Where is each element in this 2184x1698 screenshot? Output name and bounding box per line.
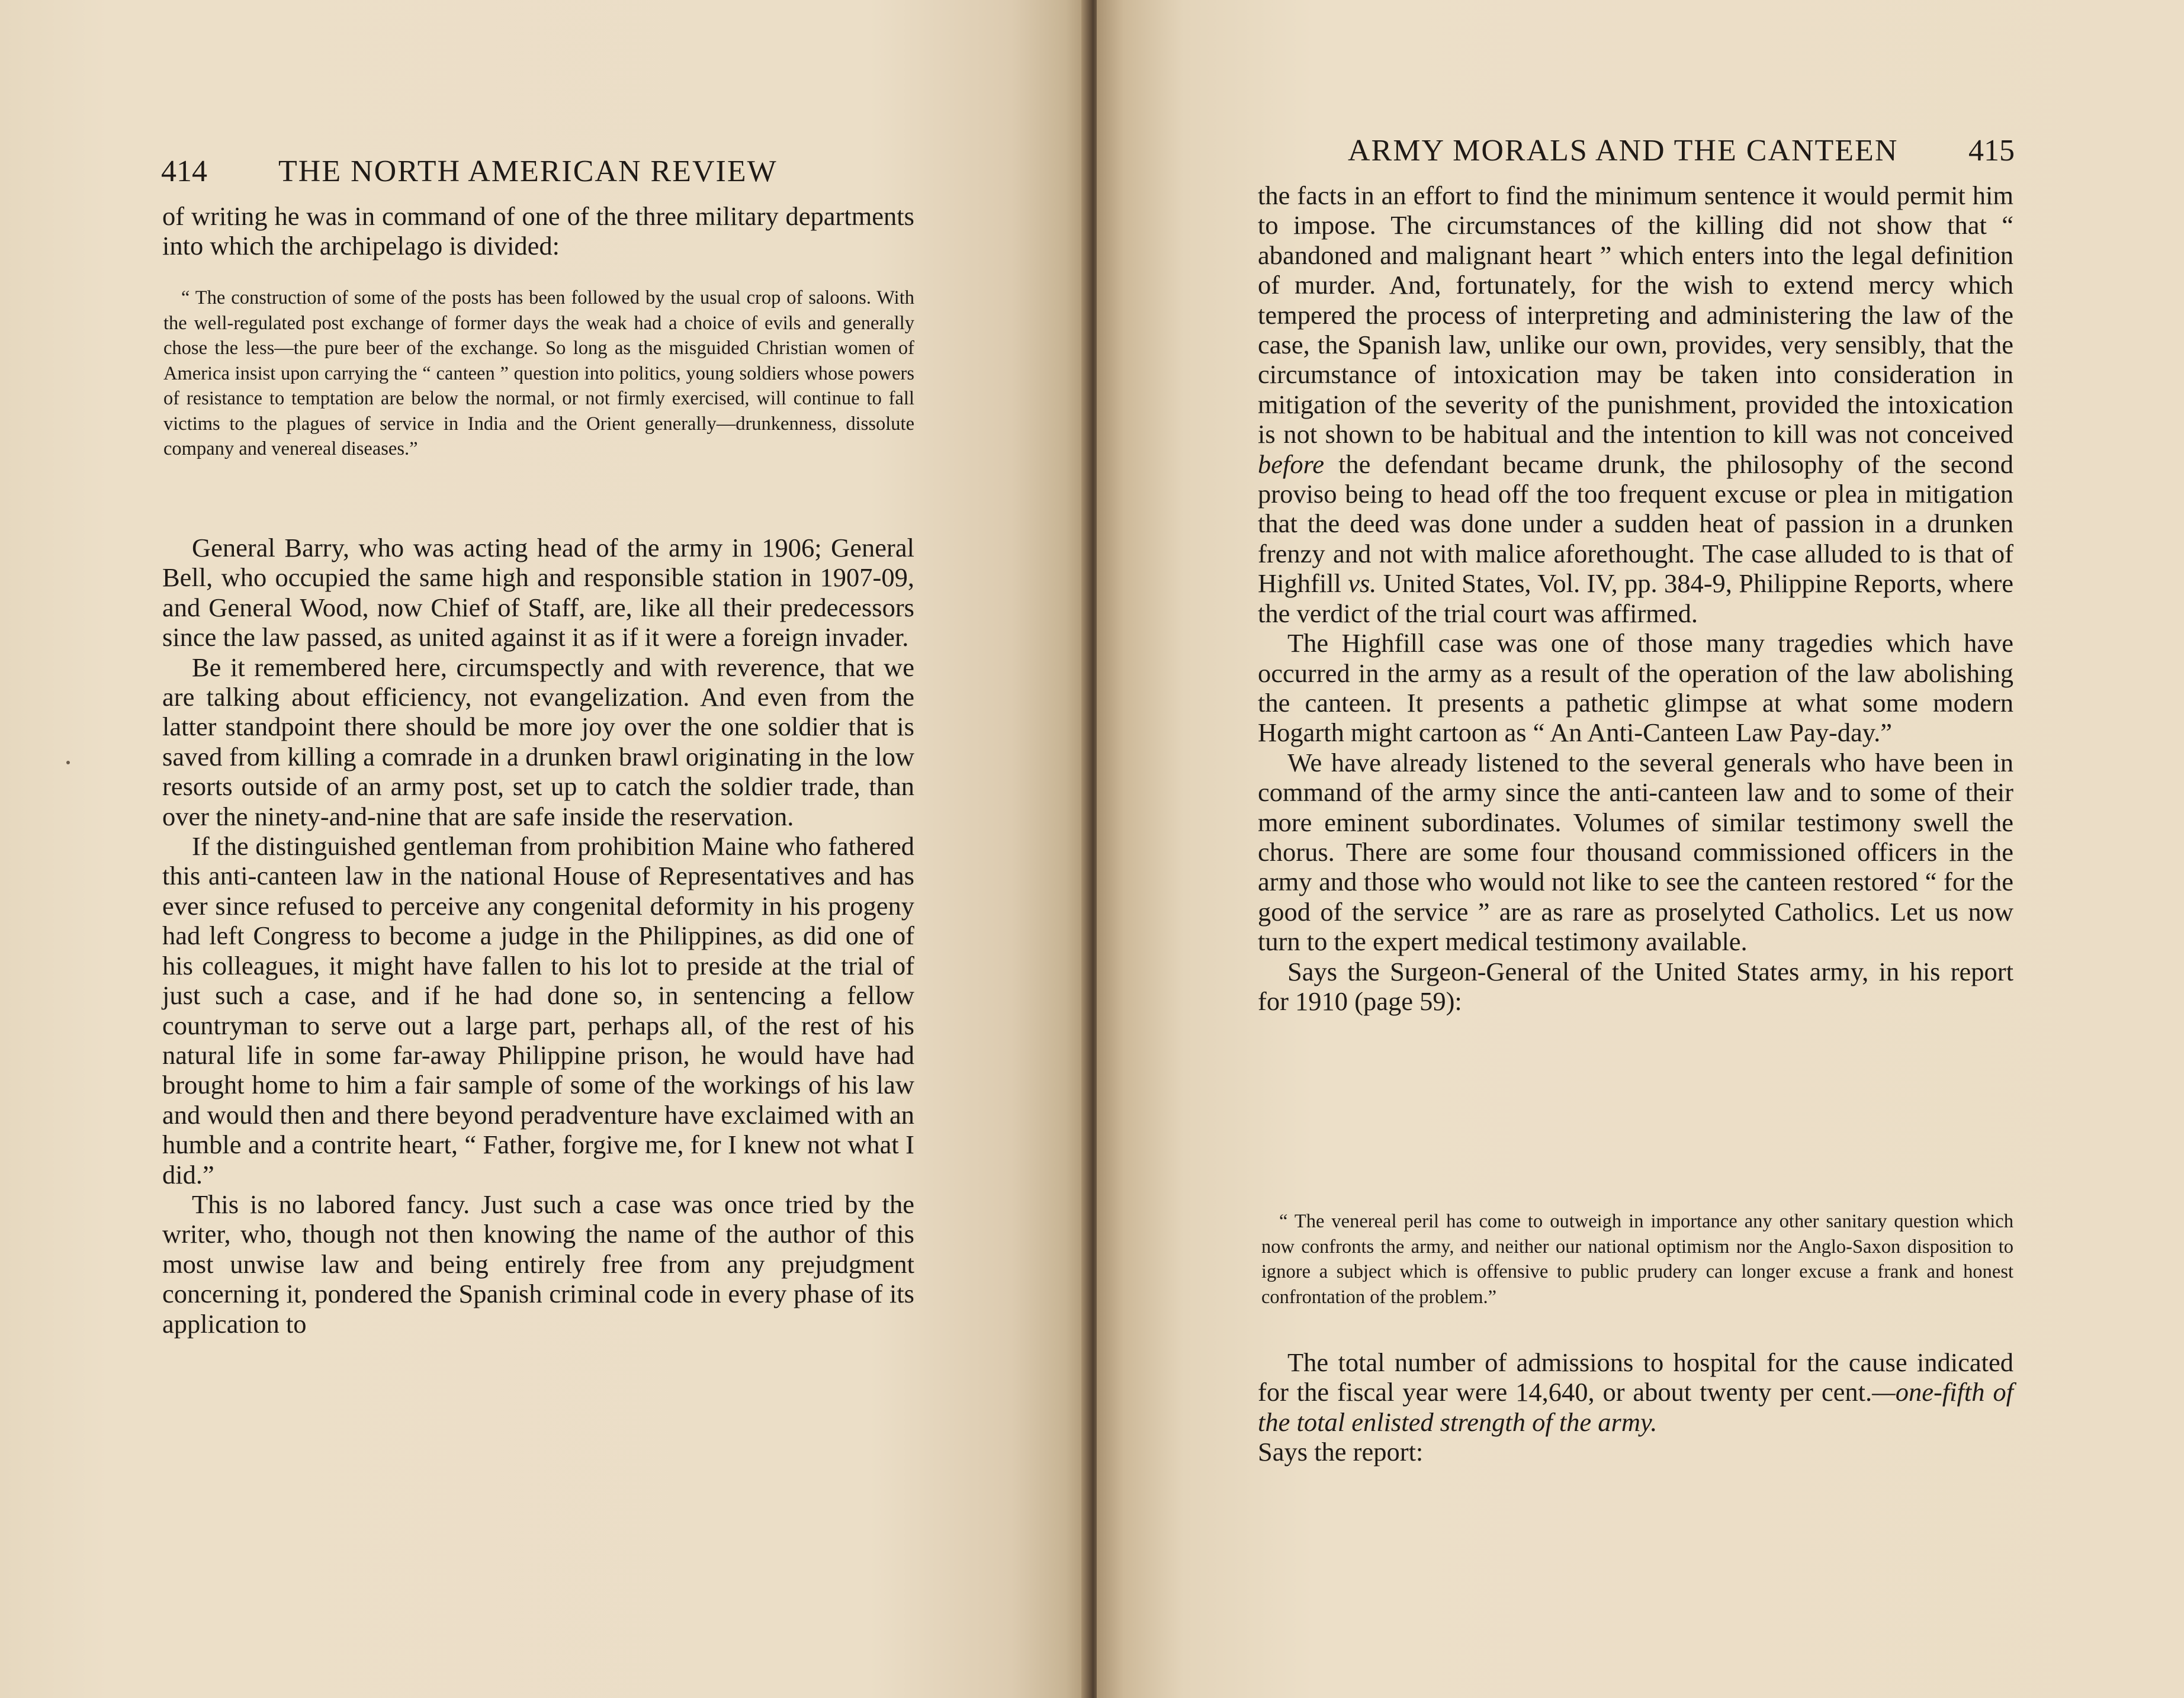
left-body: [162, 533, 914, 1339]
right-page: [1097, 0, 2184, 1698]
paragraph: Says the report:: [1258, 1437, 1424, 1467]
paper-speck: [66, 761, 70, 764]
text-run: the facts in an effort to find the minimum sentence it would permit him to impose. The circumstances of the killing did not show that “ abandoned and malignant heart ” which enters into the legal definition of murder. And, fortunately, for the wish to extend mercy which tempered the process of interpreting and administering the law of the case, the Spanish law, unlike our own, provides, very sensibly, that the circumstance of intoxication may be taken into consideration in mitigation of the severity of the punishment, provided the intoxication is not shown to be habitual and the intention to kill was not conceived: [1258, 181, 2013, 449]
right-body-end: [1258, 1348, 2013, 1467]
paragraph: General Barry, who was acting head of the army in 1906; General Bell, who occupied the same high and responsible station in 1907-09, and General Wood, now Chief of Staff, are, like all their predecessors since the law passed, as united against it as if it were a foreign invader.: [162, 533, 914, 652]
paragraph: The Highfill case was one of those many tragedies which have occurred in the army as a result of the operation of the law abolishing the canteen. It presents a pathetic glimpse at what some modern Hogarth might cartoon as “ An Anti-Canteen Law Pay-day.”: [1258, 628, 2013, 748]
text-run: the defendant became drunk, the philosophy of the second proviso being to head off the too frequent excuse or plea in mitigation that the deed was done under a sudden heat of passion in a drunken frenzy and not with malice aforethought. The case alluded to is that of Highfill: [1258, 449, 2013, 599]
paragraph: This is no labored fancy. Just such a case was once tried by the writer, who, though not then knowing the name of the author of this most unwise law and being entirely free from any prejudgment concerning it, pondered the Spanish criminal code in every phase of its application to: [162, 1189, 914, 1339]
text-run: United States, Vol. IV, pp. 384-9, Philippine Reports, where the verdict of the trial court was affirmed.: [1258, 568, 2013, 628]
left-page-number: 414: [161, 155, 207, 188]
paragraph: Says the Surgeon-General of the United States army, in his report for 1910 (page 59):: [1258, 956, 2013, 1016]
paragraph: We have already listened to the several generals who have been in command of the army since the anti-canteen law and to some of their more eminent subordinates. Volumes of similar testimony swell the chorus. There are some four thousand commissioned officers in the army and those who would not like to see the canteen restored “ for the good of the service ” are as rare as proselyted Catholics. Let us now turn to the expert medical testimony available.: [1258, 747, 2013, 957]
left-intro: [162, 201, 914, 261]
left-running-head: THE NORTH AMERICAN REVIEW: [278, 155, 778, 188]
right-running-head: ARMY MORALS AND THE CANTEEN: [1348, 134, 1899, 168]
text-run: The total number of admissions to hospital for the cause indicated for the fiscal year were 14,640, or about twenty per cent.: [1258, 1348, 2013, 1407]
emphasis: —one-fifth of the total enlisted strength of the army.: [1258, 1377, 2013, 1437]
left-blockquote: [163, 285, 914, 462]
paragraph: If the distinguished gentleman from prohibition Maine who fathered this anti-canteen law in the national House of Representatives and has ever since refused to perceive any congenital deformity in his progeny had left Congress to become a judge in the Philippines, as did one of his colleagues, it might have fallen to his lot to preside at the trial of just such a case, and if he had done so, in sentencing a fellow countryman to serve out a large part, perhaps all, of the rest of his natural life in some far-away Philippine prison, he would have had brought home to him a fair sample of some of the workings of his law and would then and there beyond peradventure have exclaimed with an humble and a contrite heart, “ Father, forgive me, for I knew not what I did.”: [162, 831, 914, 1189]
paragraph: [1258, 181, 2013, 628]
emphasis: vs.: [1348, 568, 1377, 599]
paragraph: Be it remembered here, circumspectly and with reverence, that we are talking about efficiency, not evangelization. And even from the latter standpoint there should be more joy over the one soldier that is saved from killing a comrade in a drunken brawl originating in the low resorts outside of an army post, set up to catch the soldier trade, than over the ninety-and-nine that are safe inside the reservation.: [162, 652, 914, 831]
right-page-number: 415: [1968, 134, 2015, 168]
emphasis: before: [1258, 449, 1325, 479]
right-blockquote: [1261, 1209, 2013, 1310]
intro-paragraph: of writing he was in command of one of the three military departments into which the archipelago is divided:: [162, 201, 914, 261]
blockquote-text: “ The venereal peril has come to outweigh in importance any other sanitary question which now confronts the army, and neither our national optimism nor the Anglo-Saxon disposition to ignore a subject which is offensive to public prudery can longer excuse a frank and honest confrontation of the problem.”: [1261, 1211, 2013, 1308]
blockquote-text: “ The construction of some of the posts has been followed by the usual crop of saloons. With the well-regulated post exchange of former days the weak had a choice of evils and generally chose the less—the pure beer of the exchange. So long as the misguided Christian women of America insist upon carrying the “ canteen ” question into politics, young soldiers whose powers of resistance to temptation are below the normal, or not firmly exercised, will continue to fall victims to the plagues of service in India and the Orient generally—drunkenness, dissolute company and venereal diseases.”: [163, 287, 914, 459]
right-body: [1258, 181, 2013, 1016]
paragraph: [1258, 1348, 2013, 1437]
left-page: [0, 0, 1087, 1698]
